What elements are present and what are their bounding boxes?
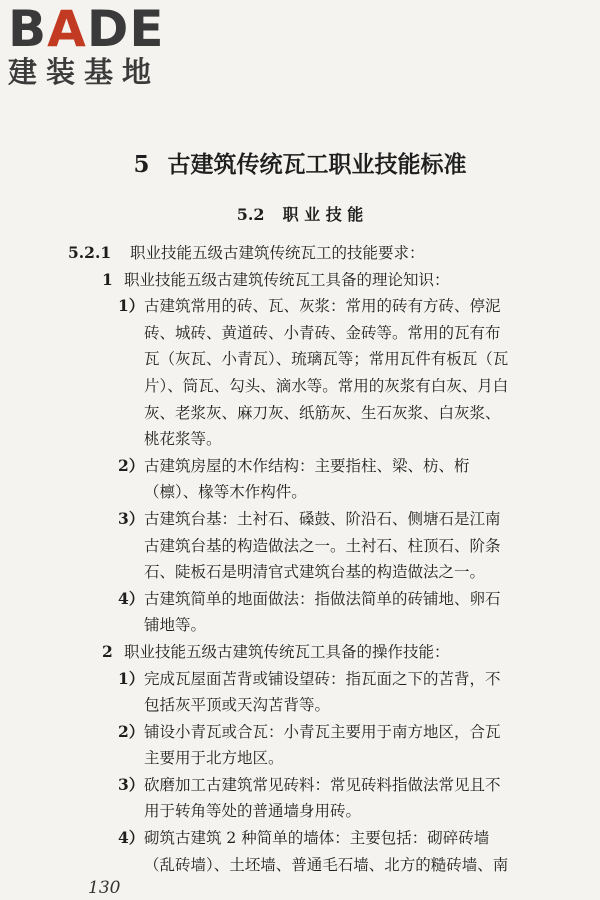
item-number: 2	[102, 641, 113, 661]
bade-logo	[8, 0, 165, 89]
sub-item-number: 2）	[118, 455, 145, 475]
sub-item	[0, 586, 600, 613]
logo-accent-letter: A	[47, 0, 87, 58]
section-title	[0, 204, 600, 226]
sub-item-number: 1）	[118, 296, 145, 316]
sub-item-line: 瓦（灰瓦、小青瓦）、琉璃瓦等；常用瓦件有板瓦（瓦	[144, 350, 509, 369]
sub-item	[0, 506, 600, 533]
sub-item-line: 主要用于北方地区。	[144, 749, 284, 768]
sub-item	[0, 453, 600, 480]
sub-item-line: 用于转角等处的普通墙身用砖。	[144, 802, 362, 821]
logo-subtitle: 建装基地	[8, 55, 161, 89]
sub-item-number: 4）	[118, 588, 145, 608]
item-number: 1	[102, 269, 113, 289]
section-title-text: 职 业 技 能	[282, 205, 364, 224]
sub-item	[0, 825, 600, 852]
sub-item-line: 古建筑常用的砖、瓦、灰浆：常用的砖有方砖、停泥	[144, 297, 501, 316]
sub-item-line: 古建筑房屋的木作结构：主要指柱、梁、枋、桁	[144, 456, 470, 475]
logo-wordmark: BADE	[8, 0, 165, 58]
sub-item-line: 古建筑台基：土衬石、磉鼓、阶沿石、侧塘石是江南	[144, 509, 501, 528]
sub-item-number: 1）	[118, 668, 145, 688]
sub-item-line: 片）、筒瓦、勾头、滴水等。常用的灰浆有白灰、月白	[144, 376, 509, 395]
sub-item-line: 灰、老浆灰、麻刀灰、纸筋灰、生石灰浆、白灰浆、	[144, 403, 501, 422]
chapter-number: 5	[133, 151, 150, 178]
sub-item-line: 古建筑台基的构造做法之一。土衬石、柱顶石、阶条	[144, 536, 501, 555]
sub-item-number: 3）	[118, 774, 145, 794]
sub-item-number: 2）	[118, 721, 145, 741]
clause-text: 职业技能五级古建筑传统瓦工的技能要求：	[130, 244, 425, 262]
sub-item-line: 包括灰平顶或天沟苫背等。	[144, 696, 331, 715]
sub-item-line: 铺地等。	[144, 616, 207, 635]
sub-item-line: 砌筑古建筑 2 种简单的墙体：主要包括：砌碎砖墙	[144, 829, 490, 848]
sub-item-line: （檩）、椽等木作构件。	[144, 483, 307, 502]
clause-line	[0, 240, 600, 267]
sub-item	[0, 666, 600, 693]
sub-item	[0, 772, 600, 799]
document-body	[0, 240, 600, 878]
clause-number: 5.2.1	[68, 243, 112, 262]
list-item	[0, 267, 600, 294]
page-number: 130	[88, 878, 121, 898]
list-item	[0, 639, 600, 666]
chapter-title	[0, 150, 600, 180]
sub-item	[0, 719, 600, 746]
sub-item	[0, 293, 600, 320]
item-text: 职业技能五级古建筑传统瓦工具备的理论知识：	[124, 270, 450, 289]
sub-item-line: 砍磨加工古建筑常见砖料：常见砖料指做法常见且不	[144, 775, 501, 794]
sub-item-line: 完成瓦屋面苫背或铺设望砖：指瓦面之下的苫背，不	[144, 669, 501, 688]
sub-item-line: 砖、城砖、黄道砖、小青砖、金砖等。常用的瓦有布	[144, 323, 501, 342]
sub-item-line: 石、陡板石是明清官式建筑台基的构造做法之一。	[144, 563, 486, 582]
sub-item-line: （乱砖墙）、土坯墙、普通毛石墙、北方的糙砖墙、南	[144, 855, 509, 874]
sub-item-number: 3）	[118, 508, 145, 528]
item-text: 职业技能五级古建筑传统瓦工具备的操作技能：	[124, 642, 450, 661]
section-number: 5.2	[236, 205, 265, 224]
sub-item-line: 桃花浆等。	[144, 430, 222, 449]
sub-item-line: 铺设小青瓦或合瓦：小青瓦主要用于南方地区，合瓦	[144, 722, 501, 741]
sub-item-number: 4）	[118, 828, 145, 848]
sub-item-line: 古建筑简单的地面做法：指做法简单的砖铺地、卵石	[144, 589, 501, 608]
chapter-title-text: 古建筑传统瓦工职业技能标准	[167, 151, 467, 178]
